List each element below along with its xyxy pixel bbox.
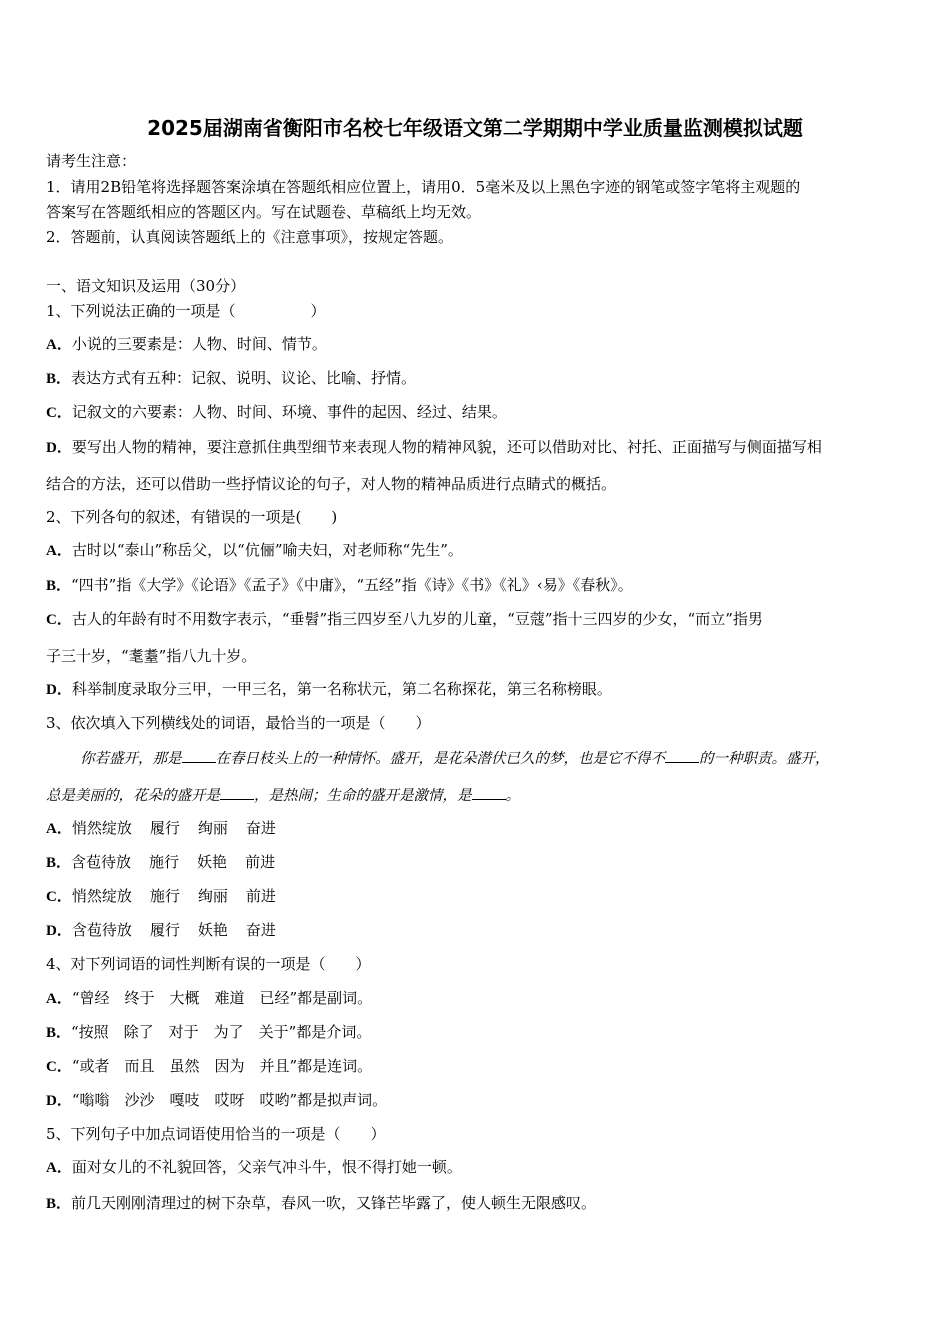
option-label: C． <box>46 612 72 628</box>
option-label: A． <box>46 821 72 837</box>
option-word: 悄然绽放 <box>71 887 132 905</box>
option-text: “曾经 终于 大概 难道 已经”都是副词。 <box>71 989 373 1007</box>
question-4-stem: 4、对下列词语的词性判断有误的一项是（ ） <box>46 955 371 973</box>
option-label: A． <box>46 1160 72 1176</box>
option-word: 施行 <box>149 853 180 871</box>
question-1-option-b <box>46 368 416 389</box>
question-2-stem: 2、下列各句的叙述，有错误的一项是( ) <box>46 508 338 526</box>
question-3-option-c <box>46 886 276 907</box>
question-1-option-c <box>46 402 507 423</box>
section-heading: 一、语文知识及运用（30分） <box>46 277 246 295</box>
option-label: B． <box>46 1196 72 1212</box>
option-label: D． <box>46 440 72 456</box>
option-word: 施行 <box>149 887 180 905</box>
question-1-option-d <box>46 437 822 458</box>
option-label: B． <box>46 578 72 594</box>
question-1-option-d-cont: 结合的方法，还可以借助一些抒情议论的句子，对人物的精神品质进行点睛式的概括。 <box>46 475 617 493</box>
option-label: C． <box>46 405 72 421</box>
question-4-option-a <box>46 988 372 1009</box>
option-word: 含苞待放 <box>71 853 132 871</box>
option-text: 面对女儿的不礼貌回答，父亲气冲斗牛，恨不得打她一顿。 <box>71 1158 462 1176</box>
option-label: A． <box>46 991 72 1007</box>
option-label: C． <box>46 889 72 905</box>
question-2-option-c-cont: 子三十岁，“耄耋”指八九十岁。 <box>46 647 257 665</box>
option-label: A． <box>46 543 72 559</box>
question-3-passage-line-2 <box>46 785 520 806</box>
option-text: 记叙文的六要素：人物、时间、环境、事件的起因、经过、结果。 <box>71 403 507 421</box>
option-label: D． <box>46 1093 72 1109</box>
option-label: C． <box>46 1059 72 1075</box>
question-3-option-a <box>46 818 276 839</box>
option-label: D． <box>46 682 72 698</box>
blank-1 <box>182 748 216 763</box>
passage-text: 你若盛开，那是 <box>80 751 182 767</box>
question-3-option-b <box>46 852 275 873</box>
option-label: D． <box>46 923 72 939</box>
option-word: 前进 <box>245 853 276 871</box>
option-word: 妖艳 <box>197 853 228 871</box>
passage-text: 总是美丽的，花朵的盛开是 <box>46 788 220 804</box>
option-text: 表达方式有五种：记叙、说明、议论、比喻、抒情。 <box>71 369 417 387</box>
question-1-option-a <box>46 334 327 355</box>
passage-text: 的一种职责。盛开， <box>699 751 830 767</box>
question-3-stem: 3、依次填入下列横线处的词语，最恰当的一项是（ ） <box>46 714 431 732</box>
option-text: 小说的三要素是：人物、时间、情节。 <box>71 335 327 353</box>
option-text: 前几天刚刚清理过的树下杂草，春风一吹，又锋芒毕露了，使人顿生无限感叹。 <box>71 1194 597 1212</box>
option-text: “四书”指《大学》《论语》《孟子》《中庸》，“五经”指《诗》《书》《礼》‹易》《春秋》。 <box>71 576 633 594</box>
option-text: “或者 而且 虽然 因为 并且”都是连词。 <box>71 1057 373 1075</box>
question-2-option-b <box>46 575 633 596</box>
question-5-stem: 5、下列句子中加点词语使用恰当的一项是（ ） <box>46 1125 386 1143</box>
question-3-passage-line-1 <box>80 748 830 769</box>
blank-4 <box>472 785 506 800</box>
notice-item-2: 2．答题前，认真阅读答题纸上的《注意事项》，按规定答题。 <box>46 228 454 246</box>
option-word: 绚丽 <box>197 887 228 905</box>
option-text: “嗡嗡 沙沙 嘎吱 哎呀 哎哟”都是拟声词。 <box>71 1091 388 1109</box>
passage-text: 在春日枝头上的一种情怀。盛开，是花朵潜伏已久的梦，也是它不得不 <box>215 751 665 767</box>
option-word: 前进 <box>245 887 276 905</box>
question-3-option-d <box>46 920 276 941</box>
passage-text: 。 <box>505 788 520 804</box>
question-5-option-b <box>46 1193 596 1214</box>
notice-item-1-cont: 答案写在答题纸相应的答题区内。写在试题卷、草稿纸上均无效。 <box>46 203 482 221</box>
option-word: 奋进 <box>245 921 276 939</box>
option-label: B． <box>46 1025 72 1041</box>
question-4-option-d <box>46 1090 387 1111</box>
option-text: 古时以“泰山”称岳父，以“伉俪”喻夫妇，对老师称“先生”。 <box>71 541 463 559</box>
blank-3 <box>220 785 254 800</box>
option-word: 妖艳 <box>197 921 228 939</box>
option-text: 科举制度录取分三甲，一甲三名，第一名称状元，第二名称探花，第三名称榜眼。 <box>71 680 612 698</box>
option-text: 古人的年龄有时不用数字表示，“垂髫”指三四岁至八九岁的儿童，“豆蔻”指十三四岁的少女，“而立”指男 <box>71 610 763 628</box>
passage-text: ，是热闹；生命的盛开是激情，是 <box>254 788 472 804</box>
option-label: A． <box>46 337 72 353</box>
option-word: 奋进 <box>245 819 276 837</box>
question-1-stem: 1、下列说法正确的一项是（ ） <box>46 302 326 320</box>
page-title: 2025届湖南省衡阳市名校七年级语文第二学期期中学业质量监测模拟试题 <box>147 116 803 140</box>
option-text: “按照 除了 对于 为了 关于”都是介词。 <box>71 1023 372 1041</box>
option-label: B． <box>46 855 72 871</box>
question-2-option-c <box>46 609 763 630</box>
notice-item-1: 1．请用2B铅笔将选择题答案涂填在答题纸相应位置上，请用0．5毫米及以上黑色字迹的钢笔或签字笔将主观题的 <box>46 178 801 196</box>
option-text: 要写出人物的精神，要注意抓住典型细节来表现人物的精神风貌，还可以借助对比、衬托、正面描写与侧面描写相 <box>71 438 822 456</box>
question-4-option-c <box>46 1056 372 1077</box>
question-2-option-d <box>46 679 612 700</box>
option-word: 含苞待放 <box>71 921 132 939</box>
question-4-option-b <box>46 1022 371 1043</box>
question-2-option-a <box>46 540 463 561</box>
notice-heading: 请考生注意： <box>46 152 137 170</box>
blank-2 <box>665 748 699 763</box>
option-word: 悄然绽放 <box>71 819 132 837</box>
option-label: B． <box>46 371 72 387</box>
option-word: 绚丽 <box>197 819 228 837</box>
option-word: 履行 <box>149 819 180 837</box>
question-5-option-a <box>46 1157 462 1178</box>
option-word: 履行 <box>149 921 180 939</box>
